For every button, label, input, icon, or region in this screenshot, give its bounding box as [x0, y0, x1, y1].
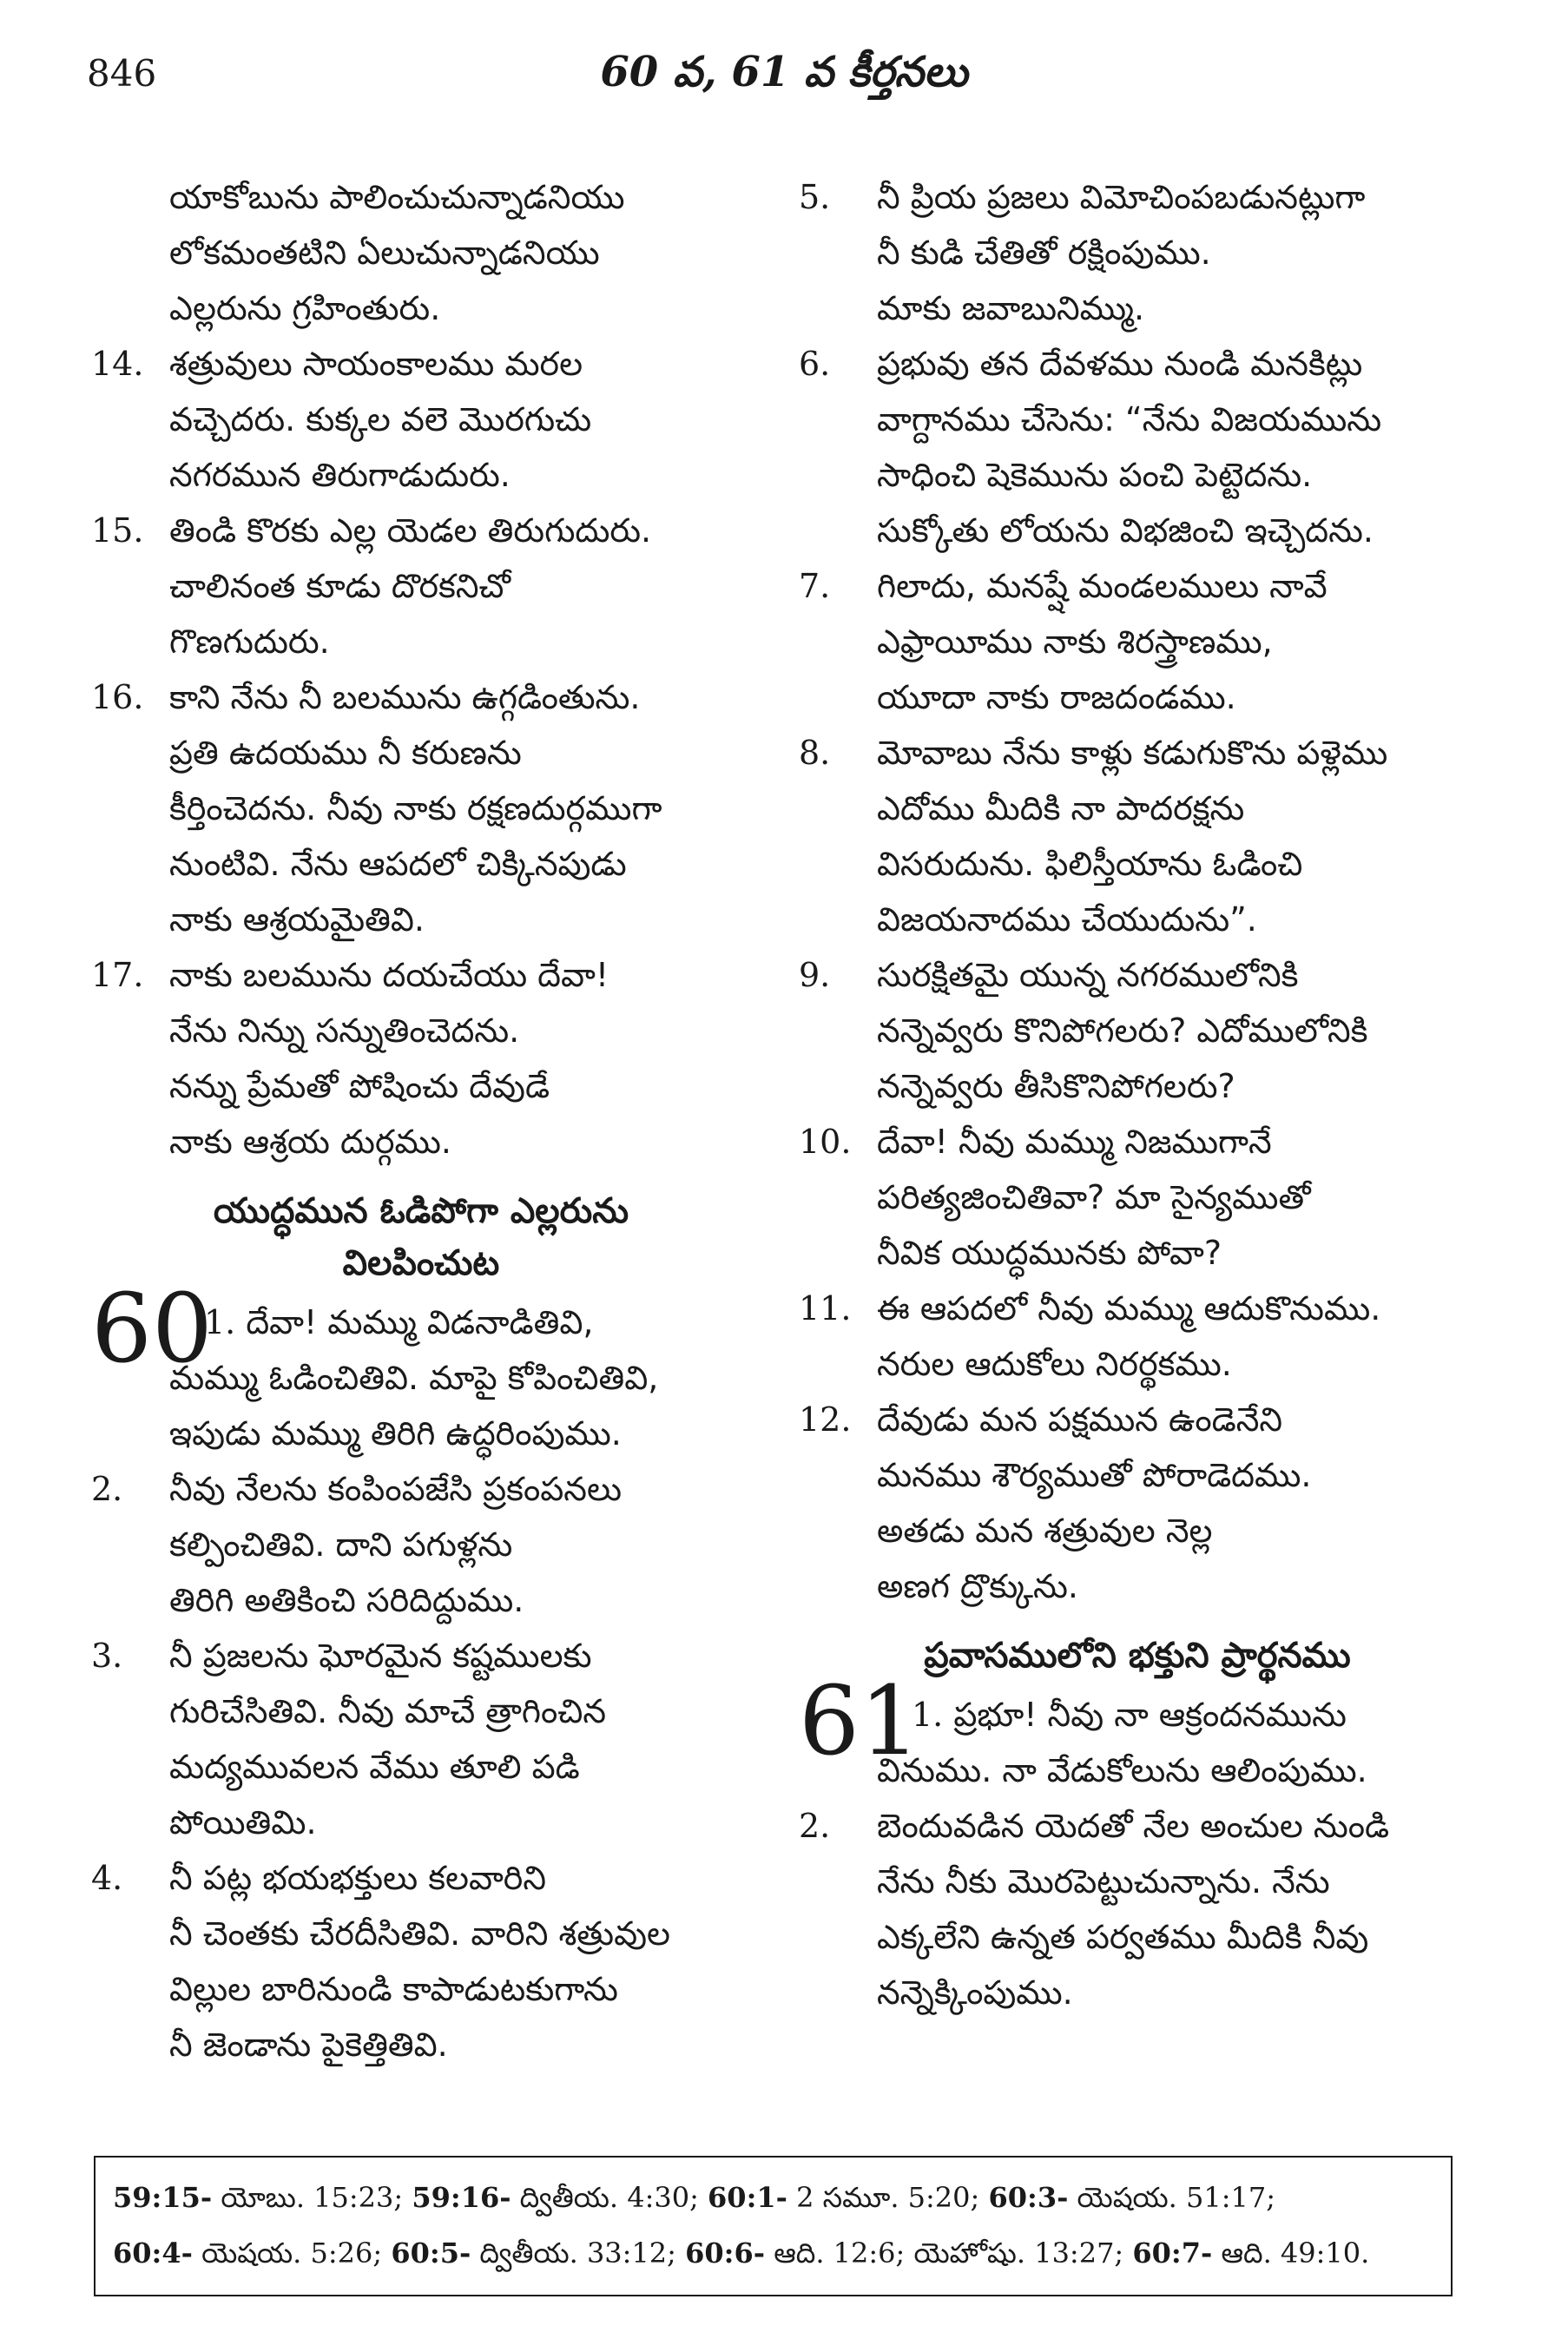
- footnote-reference: 60:1-: [708, 2181, 787, 2214]
- verse-line: ఇపుడు మమ్ము తిరిగి ఉద్ధరింపుము.: [169, 1414, 622, 1453]
- footnote-line: [113, 2225, 1433, 2281]
- footnote-text: యెషయ. 51:17;: [1068, 2181, 1276, 2214]
- verse-line: విసరుదును. ఫిలిస్తీయాను ఓడించి: [877, 845, 1303, 883]
- verse-line: ప్రతి ఉదయము నీ కరుణను: [169, 734, 522, 772]
- psalm-61-heading: ప్రవాసములోని భక్తుని ప్రార్థనము: [924, 1636, 1351, 1676]
- verse: [799, 558, 1476, 725]
- verse-number: 4.: [91, 1859, 123, 1897]
- verse-line: కీర్తించెదను. నీవు నాకు రక్షణదుర్గముగా: [169, 789, 662, 827]
- verse-number: 11.: [799, 1289, 852, 1328]
- verse-number: 1.: [204, 1303, 247, 1341]
- verse-line: నేను నీకు మొరపెట్టుచున్నాను. నేను: [877, 1862, 1330, 1901]
- verse-line: విల్లుల బారినుండి కాపాడుటకుగాను: [169, 1970, 618, 2008]
- verse: [91, 1628, 751, 1850]
- verse-number: 9.: [799, 956, 831, 994]
- footnote-text: ద్వితీయ. 4:30;: [511, 2181, 708, 2214]
- verse-line: ప్రభువు తన దేవళము నుండి మనకిట్లు: [877, 345, 1363, 383]
- footnote-text: ఆది. 12:6; యెహోషు. 13:27;: [765, 2237, 1133, 2270]
- verse-line: మనము శౌర్యముతో పోరాడెదము.: [877, 1456, 1312, 1494]
- verse-number: 2.: [799, 1807, 831, 1845]
- verse: [91, 1850, 751, 2072]
- footnote-reference: 60:3-: [988, 2181, 1069, 2214]
- left-column: [91, 169, 751, 2072]
- verse-line: అణగ ద్రొక్కును.: [877, 1567, 1078, 1605]
- verse-number: 15.: [91, 511, 144, 550]
- verse-line: నీ ప్రియ ప్రజలు విమోచింపబడునట్లుగా: [877, 178, 1366, 216]
- verse-line: గొణగుదురు.: [169, 623, 330, 661]
- footnote-reference: 60:4-: [113, 2237, 193, 2270]
- verse-line: గురిచేసితివి. నీవు మాచే త్రాగించిన: [169, 1692, 607, 1730]
- verse-line: నన్నెవ్వరు కొనిపోగలరు? ఎదోములోనికి: [877, 1011, 1368, 1050]
- verse-line: నగరమున తిరుగాడుదురు.: [169, 456, 511, 494]
- verse-line: ఈ ఆపదలో నీవు మమ్ము ఆదుకొనుము.: [877, 1289, 1381, 1328]
- verse-line: విజయనాదము చేయుదును”.: [877, 900, 1257, 939]
- verse: [799, 725, 1476, 947]
- verse-line: నీ కుడి చేతితో రక్షింపుము.: [877, 234, 1211, 272]
- verse-number: 6.: [799, 345, 831, 383]
- footnote-line: [113, 2170, 1433, 2225]
- running-head: 60 వ, 61 వ కీర్తనలు: [600, 48, 968, 96]
- verse-line: తిరిగి అతికించి సరిదిద్దుము.: [169, 1581, 524, 1619]
- footnote-reference: 59:16-: [412, 2181, 511, 2214]
- verse: [91, 336, 751, 503]
- verse-line: నేను నిన్ను సన్నుతించెదను.: [169, 1011, 520, 1050]
- verse-line: లోకమంతటిని ఏలుచున్నాడనియు: [169, 234, 600, 272]
- verse-number: 5.: [799, 178, 831, 216]
- psalm-60-verses-right: [799, 169, 1476, 1614]
- verse-number: 17.: [91, 956, 144, 994]
- verse-line: కల్పించితివి. దాని పగుళ్లను: [169, 1525, 513, 1564]
- verse-line: నీ పట్ల భయభక్తులు కలవారిని: [169, 1859, 547, 1897]
- verse-number: 3.: [91, 1637, 123, 1675]
- verse-line: వచ్చెదరు. కుక్కల వలె మొరగుచు: [169, 400, 592, 438]
- verse: [799, 1281, 1476, 1392]
- verse-number: 1.: [912, 1696, 954, 1734]
- verse-number: 16.: [91, 678, 144, 716]
- psalm-number-61: 61: [799, 1665, 920, 1776]
- verse-line: వాగ్దానము చేసెను: “నేను విజయమును: [877, 400, 1382, 438]
- footnote-text: ద్వితీయ. 33:12;: [471, 2237, 686, 2270]
- footnote-reference: 59:15-: [113, 2181, 213, 2214]
- verse-line: సాధించి షెకెమును పంచి పెట్టెదను.: [877, 456, 1313, 494]
- footnote-reference: 60:5-: [391, 2237, 471, 2270]
- psalm-number-60: 60: [91, 1273, 213, 1384]
- verse: [91, 1461, 751, 1628]
- verse: [91, 947, 751, 1169]
- footnote-text: ఆది. 49:10.: [1212, 2237, 1370, 2270]
- verse-line: నరుల ఆదుకోలు నిరర్థకము.: [877, 1345, 1232, 1383]
- verse-line: శత్రువులు సాయంకాలము మరల: [169, 345, 583, 383]
- footnote-reference: 60:7-: [1132, 2237, 1213, 2270]
- verse-line: పరిత్యజించితివా? మా సైన్యముతో: [877, 1178, 1311, 1216]
- verse-line: నీ చెంతకు చేరదీసితివి. వారిని శత్రువుల: [169, 1914, 670, 1953]
- verse-line: వినుము. నా వేడుకోలును ఆలింపుము.: [877, 1751, 1367, 1789]
- verse-13-continuation: [91, 169, 751, 336]
- verse-line: నీ జెండాను పైకెత్తితివి.: [169, 2026, 448, 2064]
- cross-reference-footnotes: [94, 2156, 1453, 2296]
- verse-line: నన్నెక్కింపుము.: [877, 1973, 1073, 2012]
- psalm-60-start: [91, 1273, 751, 1461]
- footnote-text: 2 సమూ. 5:20;: [787, 2181, 989, 2214]
- verse-line: ఎఫ్రాయీము నాకు శిరస్త్రాణము,: [877, 623, 1273, 661]
- verse-number: 8.: [799, 734, 831, 772]
- verse: [799, 1392, 1476, 1614]
- verse-line: సుక్కోతు లోయను విభజించి ఇచ్చెదను.: [877, 511, 1374, 550]
- psalm-61-verses: [799, 1798, 1476, 2020]
- verse: [799, 336, 1476, 558]
- heading-line: విలపించుట: [342, 1243, 500, 1283]
- verse-text: ప్రభూ! నీవు నా ఆక్రందనమును: [953, 1696, 1347, 1734]
- verse-line: ఎదోము మీదికి నా పాదరక్షను: [877, 789, 1245, 827]
- verse-line: దేవుడు మన పక్షమున ఉండెనేని: [877, 1400, 1283, 1439]
- footnote-reference: 60:6-: [685, 2237, 766, 2270]
- verse-number: 12.: [799, 1400, 852, 1439]
- heading-line: యుద్ధమున ఓడిపోగా ఎల్లరును: [213, 1191, 629, 1231]
- verse-line: మద్యమువలన వేము తూలి పడి: [169, 1748, 580, 1786]
- right-column: [799, 169, 1476, 2020]
- verse: [799, 1114, 1476, 1281]
- verse-line: గిలాదు, మనష్షే మండలములు నావే: [877, 567, 1328, 605]
- verse-line: కాని నేను నీ బలమును ఉగ్గడింతును.: [169, 678, 641, 716]
- footnote-text: యోబు. 15:23;: [212, 2181, 412, 2214]
- verse-line: నీవిక యుద్ధమునకు పోవా?: [877, 1234, 1222, 1272]
- verse-text: దేవా! మమ్ము విడనాడితివి,: [246, 1303, 594, 1341]
- verse-line: యూదా నాకు రాజదండము.: [877, 678, 1236, 716]
- verse-line: యాకోబును పాలించుచున్నాడనియు: [169, 178, 625, 216]
- verse: [799, 1798, 1476, 2020]
- verse-line: దేవా! నీవు మమ్ము నిజముగానే: [877, 1123, 1272, 1161]
- page-number: 846: [87, 52, 157, 95]
- verse-line: తిండి కొరకు ఎల్ల యెడల తిరుగుదురు.: [169, 511, 652, 550]
- verse-line: నాకు ఆశ్రయమైతివి.: [169, 900, 425, 939]
- verse-number: 7.: [799, 567, 831, 605]
- verse: [799, 947, 1476, 1114]
- psalm-59-verses: [91, 336, 751, 1169]
- psalm-60-verses-left: [91, 1461, 751, 2072]
- verse-line: చాలినంత కూడు దొరకనిచో: [169, 567, 511, 605]
- verse-line: సురక్షితమై యున్న నగరములోనికి: [877, 956, 1299, 994]
- footnote-text: యెషయ. 5:26;: [192, 2237, 392, 2270]
- verse-line: నుంటివి. నేను ఆపదలో చిక్కినపుడు: [169, 845, 627, 883]
- verse-line: నాకు ఆశ్రయ దుర్గము.: [169, 1123, 451, 1161]
- verse-line: నీవు నేలను కంపింపజేసి ప్రకంపనలు: [169, 1470, 623, 1508]
- verse-line: అతడు మన శత్రువుల నెల్ల: [877, 1512, 1213, 1550]
- verse: [91, 669, 751, 947]
- verse-line: నన్నెవ్వరు తీసికొనిపోగలరు?: [877, 1067, 1235, 1105]
- verse-line: నీ ప్రజలను ఘోరమైన కష్టములకు: [169, 1637, 592, 1675]
- verse-number: 10.: [799, 1123, 852, 1161]
- psalm-61-start: [799, 1665, 1476, 1798]
- verse-line: మోవాబు నేను కాళ్లు కడుగుకొను పళ్లెము: [877, 734, 1388, 772]
- verse-line: నాకు బలమును దయచేయు దేవా!: [169, 956, 609, 994]
- verse-line: బెందువడిన యెదతో నేల అంచుల నుండి: [877, 1807, 1390, 1845]
- verse: [799, 169, 1476, 336]
- verse-line: ఎక్కలేని ఉన్నత పర్వతము మీదికి నీవు: [877, 1918, 1369, 1956]
- verse-number: 14.: [91, 345, 144, 383]
- verse-line: నన్ను ప్రేమతో పోషించు దేవుడే: [169, 1067, 550, 1105]
- verse-number: 2.: [91, 1470, 123, 1508]
- verse-line: మాకు జవాబునిమ్ము.: [877, 289, 1145, 327]
- verse-line: మమ్ము ఓడించితివి. మాపై కోపించితివి,: [169, 1359, 659, 1397]
- verse-line: ఎల్లరును గ్రహింతురు.: [169, 289, 441, 327]
- verse-line: పోయితిమి.: [169, 1803, 317, 1841]
- verse: [91, 503, 751, 669]
